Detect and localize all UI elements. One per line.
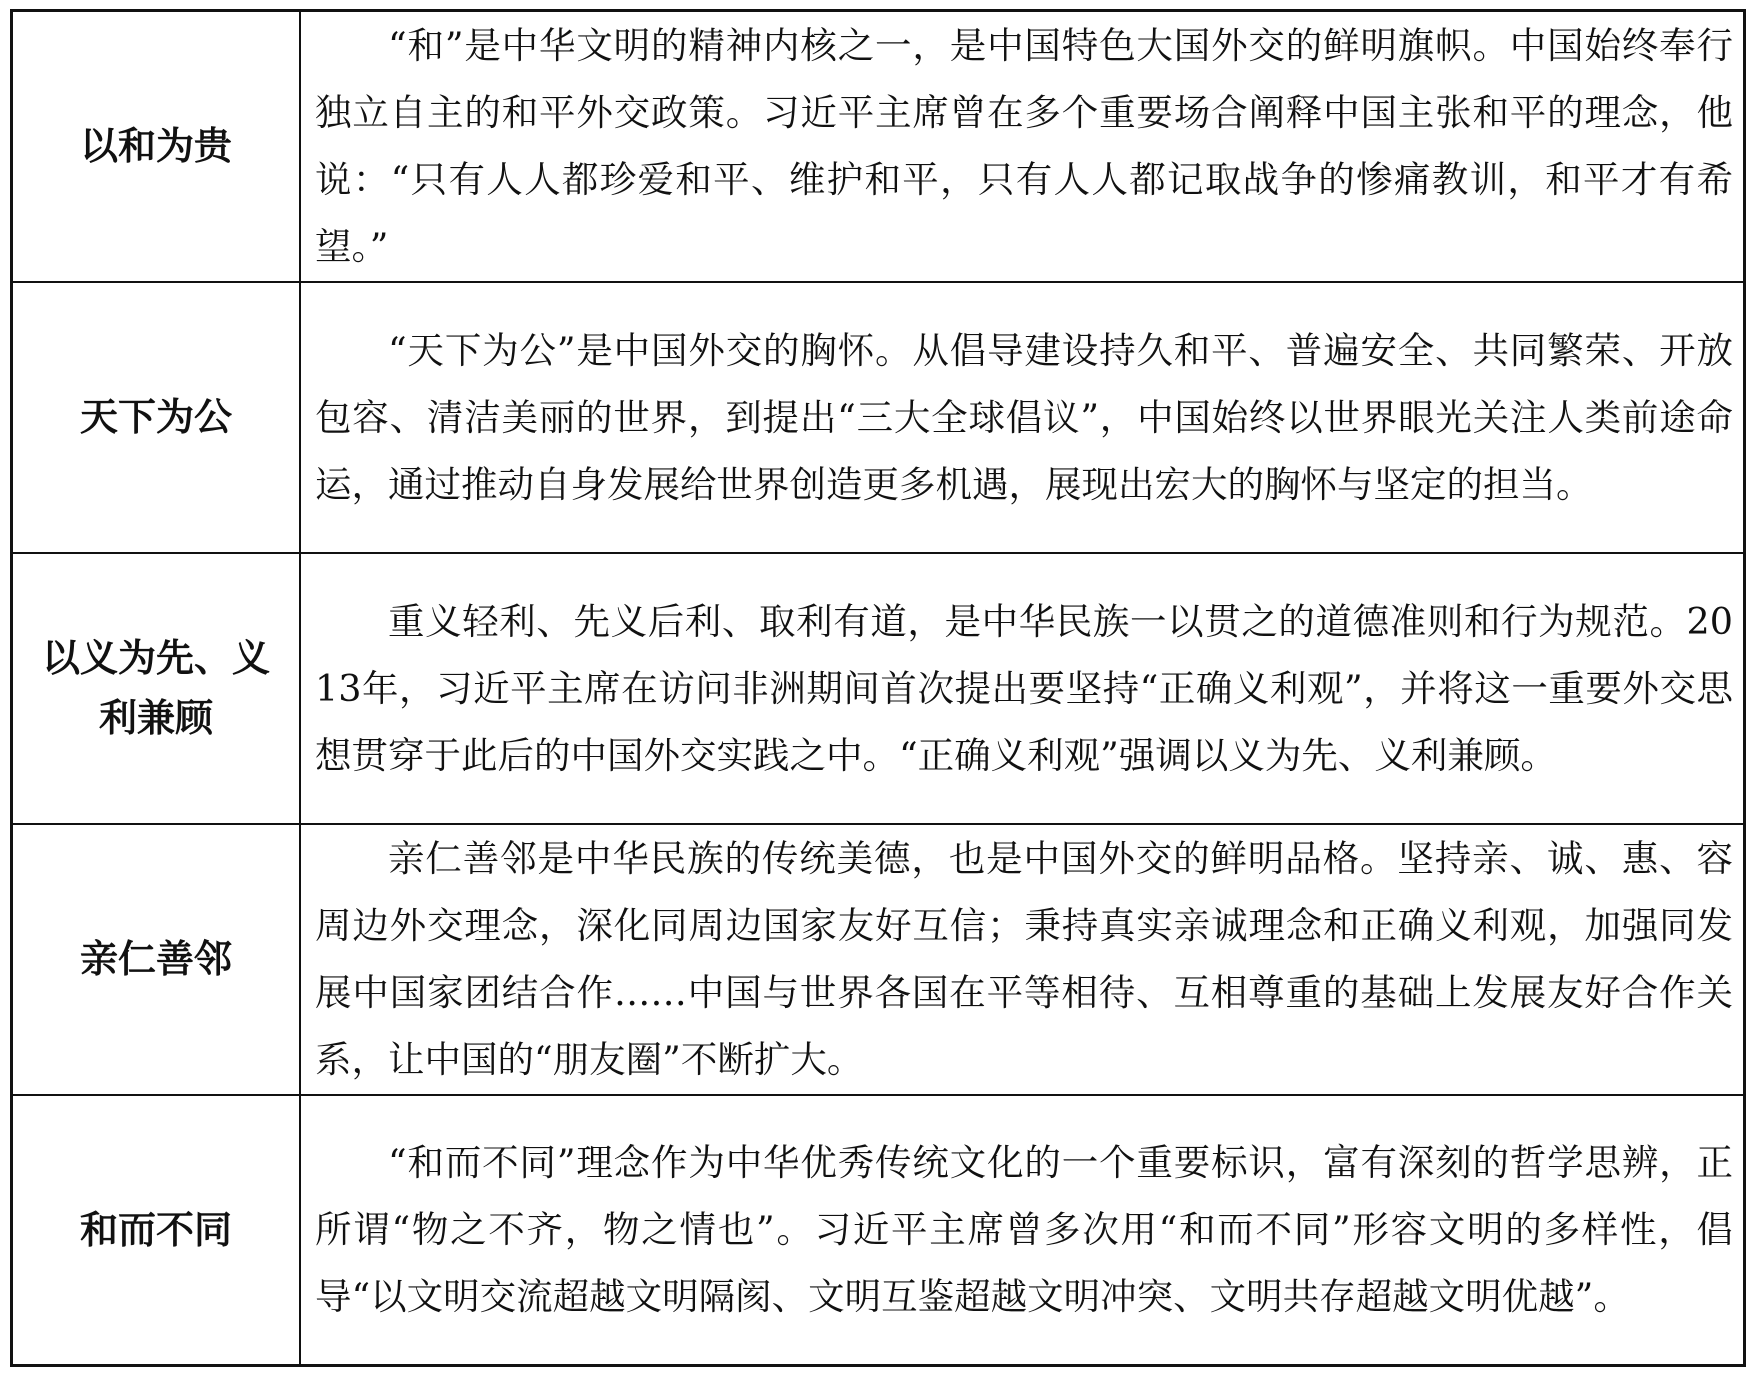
term-cell: 亲仁善邻 xyxy=(12,824,301,1095)
term-cell: 以和为贵 xyxy=(12,11,301,282)
description-cell: “和而不同”理念作为中华优秀传统文化的一个重要标识，富有深刻的哲学思辨，正所谓“物之不齐，物之情也”。习近平主席曾多次用“和而不同”形容文明的多样性，倡导“以文明交流超越文明隔阂、文明互鉴超越文明冲突、文明共存超越文明优越”。 xyxy=(300,1095,1745,1366)
term-cell: 和而不同 xyxy=(12,1095,301,1366)
concepts-table xyxy=(10,9,1746,1367)
table-row xyxy=(12,553,1745,824)
description-cell: 重义轻利、先义后利、取利有道，是中华民族一以贯之的道德准则和行为规范。2013年，习近平主席在访问非洲期间首次提出要坚持“正确义利观”，并将这一重要外交思想贯穿于此后的中国外交实践之中。“正确义利观”强调以义为先、义利兼顾。 xyxy=(300,553,1745,824)
table-row xyxy=(12,282,1745,553)
description-cell: “和”是中华文明的精神内核之一，是中国特色大国外交的鲜明旗帜。中国始终奉行独立自主的和平外交政策。习近平主席曾在多个重要场合阐释中国主张和平的理念，他说：“只有人人都珍爱和平、维护和平，只有人人都记取战争的惨痛教训，和平才有希望。” xyxy=(300,11,1745,282)
description-cell: 亲仁善邻是中华民族的传统美德，也是中国外交的鲜明品格。坚持亲、诚、惠、容周边外交理念，深化同周边国家友好互信；秉持真实亲诚理念和正确义利观，加强同发展中国家团结合作……中国与世界各国在平等相待、互相尊重的基础上发展友好合作关系，让中国的“朋友圈”不断扩大。 xyxy=(300,824,1745,1095)
table-row xyxy=(12,824,1745,1095)
description-cell: “天下为公”是中国外交的胸怀。从倡导建设持久和平、普遍安全、共同繁荣、开放包容、清洁美丽的世界，到提出“三大全球倡议”，中国始终以世界眼光关注人类前途命运，通过推动自身发展给世界创造更多机遇，展现出宏大的胸怀与坚定的担当。 xyxy=(300,282,1745,553)
term-cell: 天下为公 xyxy=(12,282,301,553)
table-row xyxy=(12,11,1745,282)
term-cell: 以义为先、义利兼顾 xyxy=(12,553,301,824)
table-row xyxy=(12,1095,1745,1366)
